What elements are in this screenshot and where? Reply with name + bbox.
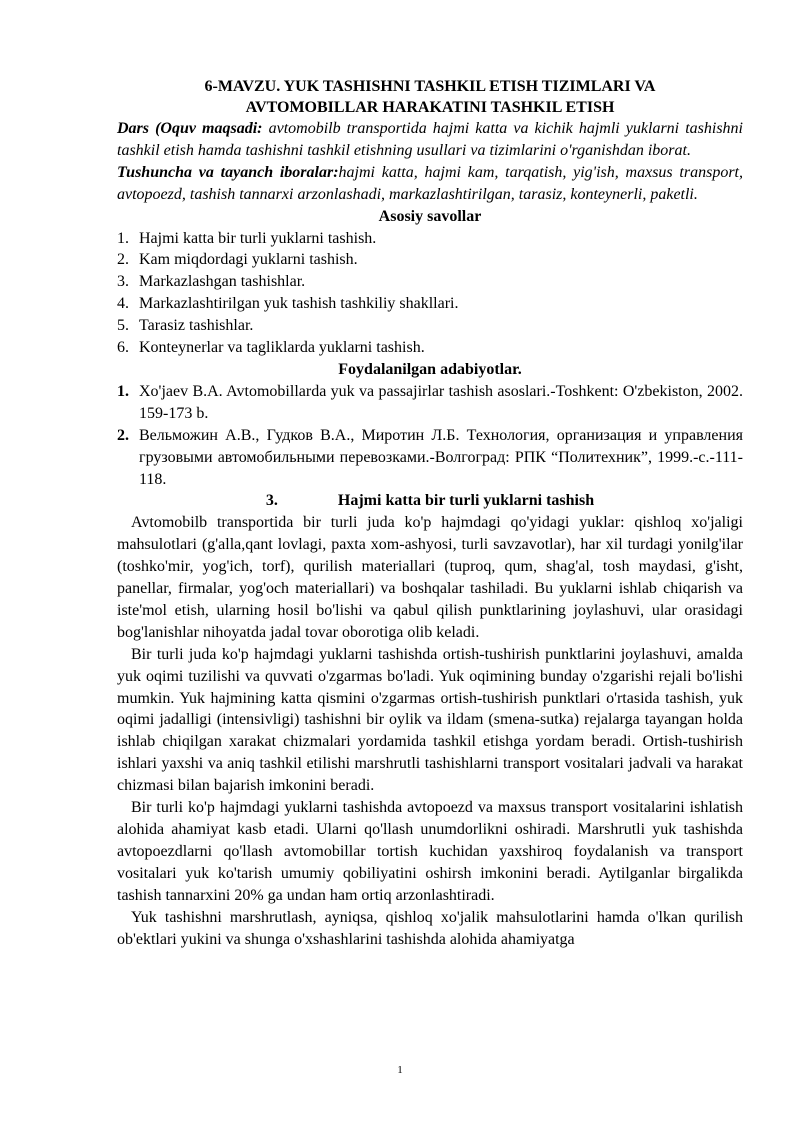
list-item-text: Hajmi katta bir turli yuklarni tashish.: [139, 229, 377, 247]
list-item-number: 4.: [117, 295, 129, 313]
list-item-number: 6.: [117, 339, 129, 357]
body-paragraph: Bir turli juda ko'p hajmdagi yuklarni tashishda ortish-tushirish punktlarini joylashuvi, amalda yuk oqimi tuzilishi va quvvati o'zgarmas bo'ladi. Yuk oqimining bunday o'zgarishi rejali bo'lishi mumkin. Yuk hajmining katta qismini o'zgarmas ortish-tushirish punktlari o'rtasida tashish, yuk oqimi jadalligi (intensivligi) tashishni bir oylik va ildam (smena-sutka) rejalarga tayangan holda ishlab chiqilgan xarakat chizmalari yordamida tashkil etishga yordam beradi. Ortish-tushirish ishlari yaxshi va aniq tashkil etilishi marshrutli tashishlarni transport vositalari jadvali va harakat chizmasi bilan bajarish imkonini beradi.: [117, 645, 743, 795]
keywords-label: Tushuncha va tayanch iboralar:: [117, 163, 339, 181]
title-line-1: 6-MAVZU. YUK TASHISHNI TASHKIL ETISH TIZIMLARI VA: [204, 78, 656, 95]
body-paragraph: Bir turli ko'p hajmdagi yuklarni tashishda avtopoezd va maxsus transport vositalarini ishlatish alohida ahamiyat kasb etadi. Ularni qo'llash unumdorlikni oshiradi. Marshrutli yuk tashishda avtopoezdlarni qo'llash avtomobillar tortish kuchidan yaxshiroq foydalanish va transport vositalari yuk ko'tarish umumiy qobiliyatini oshirsh imkonini beradi. Aytilganlar birgalikda tashish tannarxini 20% ga undan ham ortiq arzonlashtiradi.: [117, 799, 743, 904]
document-page: [117, 76, 743, 950]
body-paragraph: Avtomobilb transportida bir turli juda ko'p hajmdagi qo'yidagi yuklar: qishloq xo'jaligi mahsulotlari (g'alla,qant lovlagi, paxta xom-ashyosi, turli savzavotlar), har xil turdagi yonilg'ilar (toshko'mir, yog'ich, torf), qurilish materiallari (tuproq, qum, shag'al, tosh maydasi, g'isht, panellar, firmalar, yog'och materiallari) va boshqalar tashiladi. Bu yuklarni ishlab chiqarish va iste'mol etish, ularning hosil bo'lishi va qabul qilish punktlarining joylashuvi, ular orasidagi bog'lanishlar nihoyatda jadal tovar oborotiga olib keladi.: [117, 514, 743, 641]
list-item-number: 3.: [117, 273, 129, 291]
section-heading: [117, 490, 743, 512]
list-item: [117, 249, 743, 271]
title-line-2: AVTOMOBILLAR HARAKATINI TASHKIL ETISH: [245, 99, 615, 116]
list-item-text: Markazlashtirilgan yuk tashish tashkiliy shakllari.: [139, 295, 459, 313]
reference-number: 2.: [117, 426, 129, 444]
lesson-goal: [117, 118, 743, 162]
keywords-text: hajmi katta, hajmi kam, tarqatish, yig'ish, maxsus transport, avtopoezd, tashish tannarxi arzonlashadi, markazlashtirilgan, tarasiz, konteynerli, paketli.: [117, 163, 744, 203]
list-item-text: Konteynerlar va tagliklarda yuklarni tashish.: [139, 339, 425, 357]
reference-item: [117, 425, 743, 491]
list-item-number: 5.: [117, 317, 129, 335]
list-item-text: Markazlashgan tashishlar.: [139, 273, 306, 291]
reference-text: Xo'jaev B.A. Avtomobillarda yuk va passajirlar tashish asoslari.-Toshkent: O'zbekiston, 2002. 159-173 b.: [139, 382, 743, 422]
questions-heading: Asosiy savollar: [378, 207, 482, 225]
list-item-number: 2.: [117, 251, 129, 269]
list-item: [117, 293, 743, 315]
references-list: [117, 381, 743, 491]
section-title: Hajmi katta bir turli yuklarni tashish: [337, 492, 595, 510]
references-heading: Foydalanilgan adabiyotlar.: [338, 360, 522, 378]
list-item: [117, 315, 743, 337]
body-paragraph: Yuk tashishni marshrutlash, ayniqsa, qishloq xo'jalik mahsulotlarini hamda o'lkan qurilish ob'ektlari yukini va shunga o'xshashlarini tashishda alohida ahamiyatga: [117, 908, 743, 948]
section-number: 3.: [265, 492, 278, 510]
reference-text: Вельможин А.В., Гудков В.А., Миротин Л.Б. Технология, организация и управления грузовыми автомобильными перевозками.-Волгоград: РПК “Политехник”, 1999.-с.-111-118.: [139, 426, 743, 488]
page-title: [117, 76, 743, 118]
list-item-number: 1.: [117, 229, 129, 247]
list-item-text: Tarasiz tashishlar.: [139, 317, 254, 335]
page-number: 1: [397, 1064, 403, 1076]
reference-item: [117, 381, 743, 425]
keywords: [117, 162, 743, 206]
reference-number: 1.: [117, 382, 129, 400]
lesson-goal-label: Dars (Oquv maqsadi:: [117, 120, 263, 137]
list-item: [117, 228, 743, 250]
list-item: [117, 271, 743, 293]
list-item: [117, 337, 743, 359]
questions-list: [117, 228, 743, 359]
lesson-goal-text: avtomobilb transportida hajmi katta va kichik hajmli yuklarni tashishni tashkil etish hamda tashishni tashkil etishning usullari va tizimlarini o'rganishdan iborat.: [117, 120, 743, 159]
list-item-text: Kam miqdordagi yuklarni tashish.: [139, 251, 358, 269]
